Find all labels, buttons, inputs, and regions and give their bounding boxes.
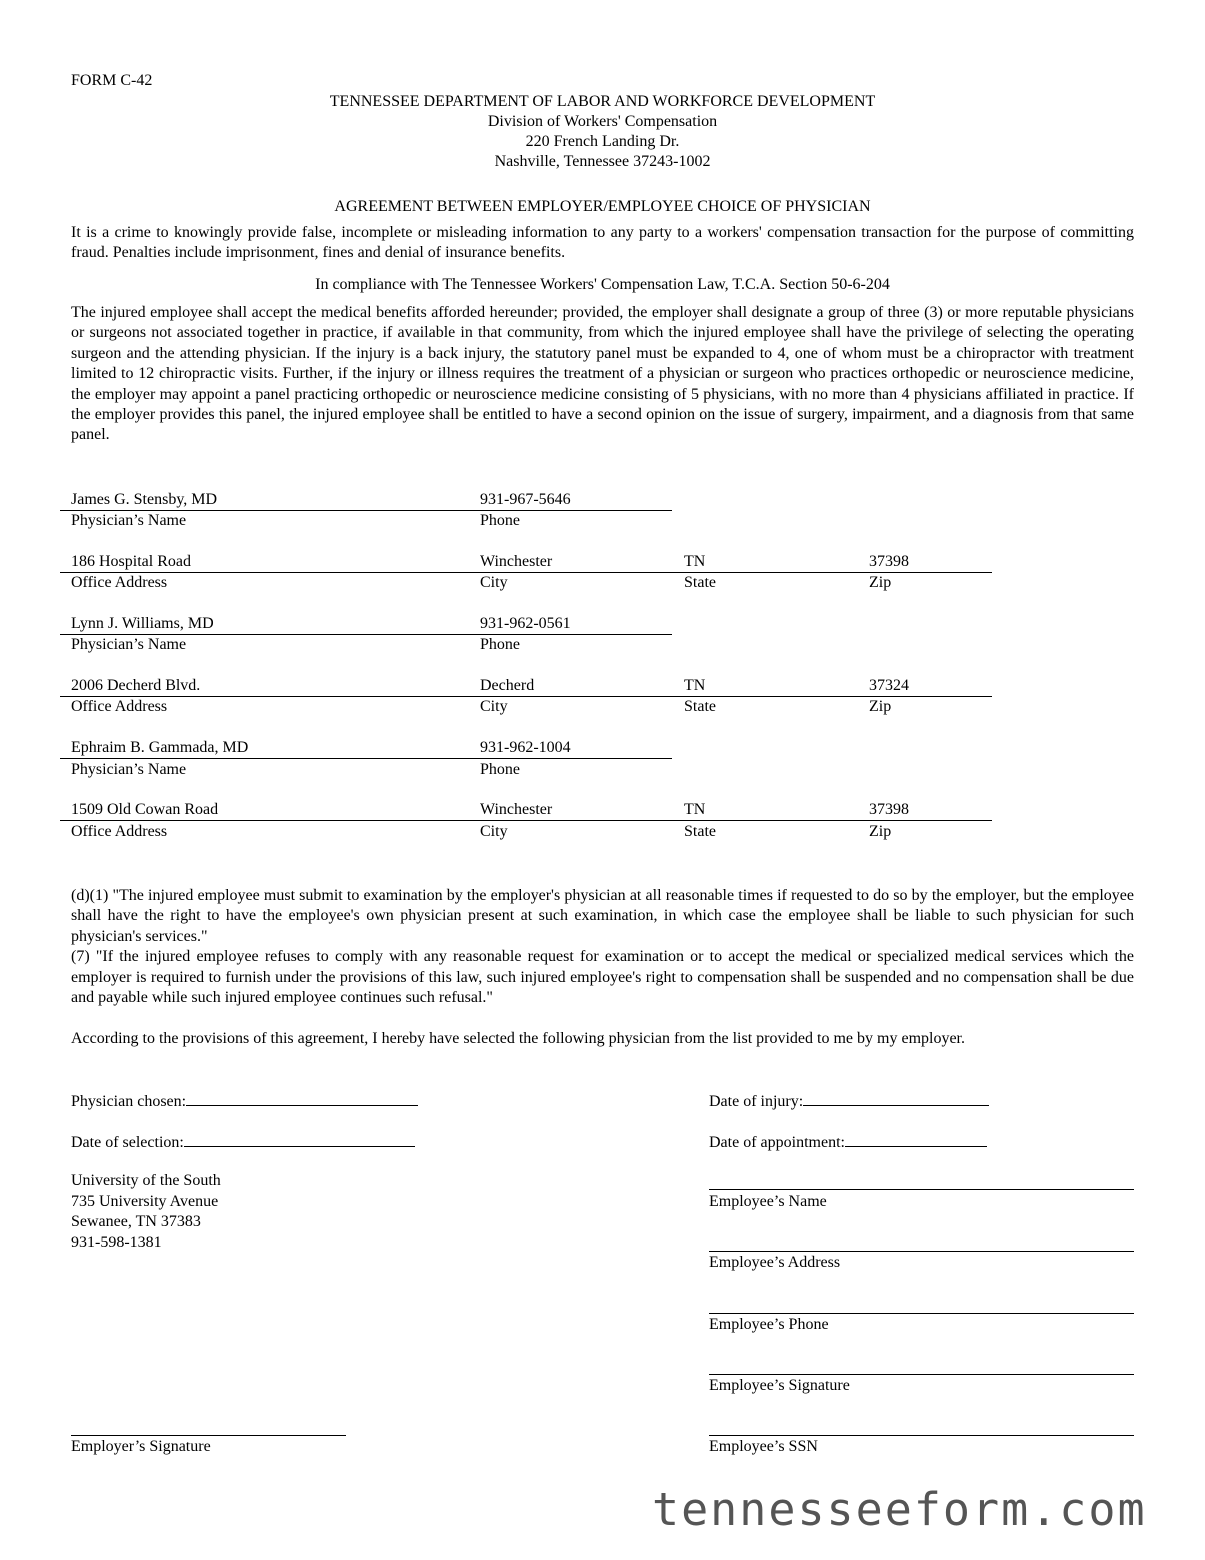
physician-1-state: TN	[684, 553, 706, 570]
date-of-selection-line[interactable]	[184, 1131, 415, 1147]
employee-signature-line[interactable]	[709, 1374, 1134, 1375]
zip-label: Zip	[869, 823, 892, 840]
city-label: City	[480, 574, 508, 591]
phone-label: Phone	[480, 761, 520, 778]
state-label: State	[684, 698, 716, 715]
state-label: State	[684, 574, 716, 591]
physician-3-address: 1509 Old Cowan Road	[71, 801, 219, 818]
employer-signature-label: Employer’s Signature	[71, 1438, 211, 1455]
employer-street: 735 University Avenue	[71, 1193, 219, 1210]
physician-1-name: James G. Stensby, MD	[71, 491, 218, 508]
physician-2-city: Decherd	[480, 677, 535, 694]
date-of-appointment-line[interactable]	[845, 1131, 987, 1147]
physician-name-label: Physician’s Name	[71, 512, 187, 529]
divider	[60, 820, 992, 821]
divider	[60, 758, 672, 759]
selection-statement: According to the provisions of this agreement, I hereby have selected the following physician from the list provided to me by my employer.	[71, 1030, 965, 1047]
divider	[60, 696, 992, 697]
division-name: Division of Workers' Compensation	[487, 113, 718, 130]
physician-3-city: Winchester	[480, 801, 553, 818]
date-of-injury-label: Date of injury:	[709, 1093, 804, 1110]
compliance-line: In compliance with The Tennessee Workers' Compensation Law, T.C.A. Section 50-6-204	[315, 276, 890, 293]
department-city: Nashville, Tennessee 37243-1002	[494, 153, 711, 170]
office-address-label: Office Address	[71, 574, 168, 591]
date-of-injury-field[interactable]	[709, 1090, 989, 1112]
department-name: TENNESSEE DEPARTMENT OF LABOR AND WORKFORCE DEVELOPMENT	[329, 93, 876, 110]
physician-3-phone: 931-962-1004	[480, 739, 571, 756]
city-label: City	[480, 823, 508, 840]
employee-address-label: Employee’s Address	[709, 1254, 841, 1271]
date-of-selection-field[interactable]	[71, 1131, 415, 1153]
employee-ssn-label: Employee’s SSN	[709, 1438, 818, 1455]
phone-label: Phone	[480, 512, 520, 529]
zip-label: Zip	[869, 574, 892, 591]
date-of-selection-label: Date of selection:	[71, 1134, 184, 1151]
physician-1-zip: 37398	[869, 553, 909, 570]
physician-3-name: Ephraim B. Gammada, MD	[71, 739, 249, 756]
employee-signature-label: Employee’s Signature	[709, 1377, 850, 1394]
physician-3-zip: 37398	[869, 801, 909, 818]
statute-7: (7) "If the injured employee refuses to comply with any reasonable request for examination or to accept the medical or specialized medical services which the employer is required to furnish under the provisions of this law, such injured employee's right to compensation shall be suspended and no compensation shall be due and payable while such injured employee continues such refusal."	[71, 948, 1134, 1007]
city-label: City	[480, 698, 508, 715]
employee-name-label: Employee’s Name	[709, 1193, 827, 1210]
statute-text	[71, 886, 1134, 1008]
fraud-warning-text: It is a crime to knowingly provide false, incomplete or misleading information to any party to a workers' compensation transaction for the purpose of committing fraud. Penalties include imprisonment, fines and denial of insurance benefits.	[71, 224, 1134, 262]
physician-2-phone: 931-962-0561	[480, 615, 571, 632]
physician-2-address: 2006 Decherd Blvd.	[71, 677, 201, 694]
zip-label: Zip	[869, 698, 892, 715]
state-label: State	[684, 823, 716, 840]
statute-d1: (d)(1) "The injured employee must submit to examination by the employer's physician at all reasonable times if requested to do so by the employer, but the employee shall have the right to have the employee's own physician present at such examination, in which case the employee shall be liable to such physician for such physician's services."	[71, 887, 1134, 945]
physician-3-state: TN	[684, 801, 706, 818]
intro-paragraph	[71, 303, 1134, 446]
physician-2-state: TN	[684, 677, 706, 694]
employee-ssn-line[interactable]	[709, 1435, 1134, 1436]
form-id: FORM C-42	[71, 72, 153, 89]
employee-phone-line[interactable]	[709, 1313, 1134, 1314]
physician-2-zip: 37324	[869, 677, 909, 694]
employee-address-line[interactable]	[709, 1251, 1134, 1252]
physician-1-city: Winchester	[480, 553, 553, 570]
department-street: 220 French Landing Dr.	[525, 133, 680, 150]
form-title: AGREEMENT BETWEEN EMPLOYER/EMPLOYEE CHOICE OF PHYSICIAN	[334, 198, 871, 215]
employee-name-line[interactable]	[709, 1189, 1134, 1190]
physician-chosen-line[interactable]	[186, 1090, 418, 1106]
intro-text: The injured employee shall accept the medical benefits afforded hereunder; provided, the employer shall designate a group of three (3) or more reputable physicians or surgeons not associated together in practice, if available in that community, from which the injured employee shall have the privilege of selecting the operating surgeon and the attending physician. If the injury is a back injury, the statutory panel must be expanded to 4, one of whom must be a chiropractor with treatment limited to 12 chiropractic visits. Further, if the injury or illness requires the treatment of a physician or surgeon who practices orthopedic or neuroscience medicine, the employer may appoint a panel practicing orthopedic or neuroscience medicine consisting of 5 physicians, with no more than 4 physicians affiliated in practice. If the employer provides this panel, the injured employee shall be entitled to have a second opinion on the issue of surgery, impairment, and a diagnosis from that same panel.	[71, 304, 1134, 444]
office-address-label: Office Address	[71, 698, 168, 715]
physician-chosen-label: Physician chosen:	[71, 1093, 187, 1110]
date-of-appointment-field[interactable]	[709, 1131, 987, 1153]
site-watermark: tennesseeform.com	[652, 1483, 1147, 1536]
employer-signature-line[interactable]	[71, 1435, 346, 1436]
physician-2-name: Lynn J. Williams, MD	[71, 615, 214, 632]
date-of-injury-line[interactable]	[803, 1090, 989, 1106]
divider	[60, 572, 992, 573]
physician-1-phone: 931-967-5646	[480, 491, 571, 508]
fraud-warning	[71, 223, 1134, 264]
physician-name-label: Physician’s Name	[71, 636, 187, 653]
employer-phone: 931-598-1381	[71, 1234, 162, 1251]
date-of-appointment-label: Date of appointment:	[709, 1134, 845, 1151]
office-address-label: Office Address	[71, 823, 168, 840]
phone-label: Phone	[480, 636, 520, 653]
physician-1-address: 186 Hospital Road	[71, 553, 191, 570]
employee-phone-label: Employee’s Phone	[709, 1316, 829, 1333]
employer-name: University of the South	[71, 1172, 221, 1189]
physician-name-label: Physician’s Name	[71, 761, 187, 778]
physician-chosen-field[interactable]	[71, 1090, 418, 1112]
employer-city: Sewanee, TN 37383	[71, 1213, 201, 1230]
